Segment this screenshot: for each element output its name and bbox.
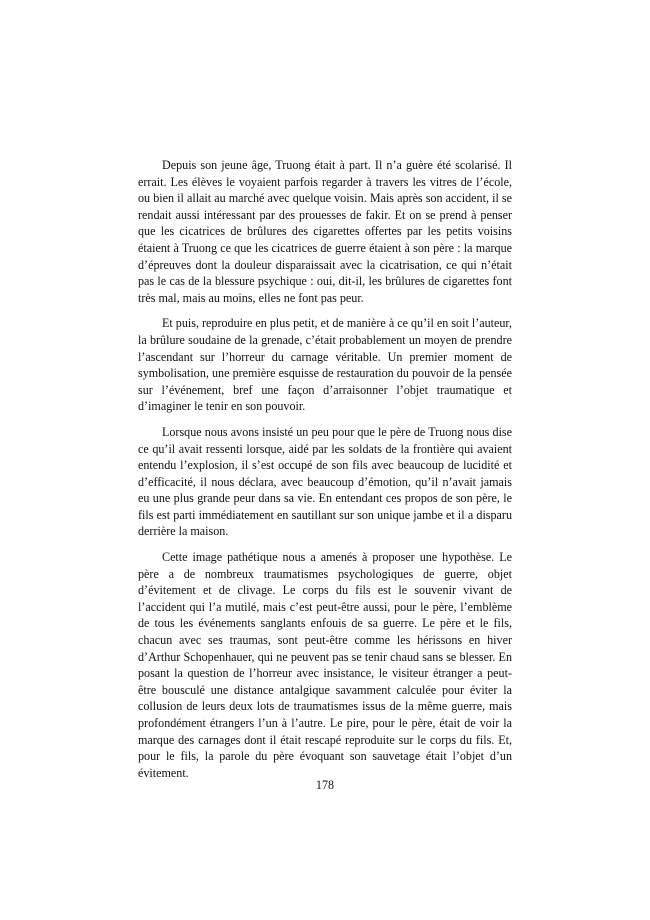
body-text [138,157,512,790]
page-number: 178 [315,778,335,792]
paragraph-2: Et puis, reproduire en plus petit, et de manière à ce qu’il en soit l’auteur, la brûlure soudaine de la grenade, c’était probablement un moyen de prendre l’ascendant sur l’horreur du carnage véritable. Un premier moment de symbolisation, une première esquisse de restauration du pouvoir de la pensée sur l’événement, bref une façon d’arraisonner l’objet traumatique et d’imaginer le tenir en son pouvoir. [138,316,512,414]
paragraph-3: Lorsque nous avons insisté un peu pour que le père de Truong nous dise ce qu’il avait ressenti lorsque, aidé par les soldats de la frontière qui avaient entendu l’explosion, il s’est occupé de son fils avec beaucoup de lucidité et d’efficacité, il nous déclara, avec beaucoup d’émotion, qu’il n’avait jamais eu une plus grande peur dans sa vie. En entendant ces propos de son père, le fils est parti immédiatement en sautillant sur son unique jambe et il a disparu derrière la maison. [138,424,512,539]
paragraph-1: Depuis son jeune âge, Truong était à part. Il n’a guère été scolarisé. Il errait. Les élèves le voyaient parfois regarder à travers les vitres de l’école, ou bien il allait au marché avec quelque voisin. Mais après son accident, il se rendait aussi intéressant par des prouesses de fakir. Et on se prend à penser que les cicatrices de brûlures des cigarettes offertes par les petits voisins étaient à Truong ce que les cicatrices de guerre étaient à son père : la marque d’épreuves dont la douleur disparaissait avec la cicatrisation, ce qui n’était pas le cas de la blessure psychique : oui, dit-il, les brûlures de cigarettes font très mal, mais au moins, elles ne font pas peur. [138,158,512,305]
paragraph-4: Cette image pathétique nous a amenés à proposer une hypothèse. Le père a de nombreux traumatismes psychologiques de guerre, objet d’évitement et de clivage. Le corps du fils est le souvenir vivant de l’accident qui l’a mutilé, mais c’est peut-être aussi, pour le père, l’emblème de tous les événements sanglants enfouis de sa guerre. Le père et le fils, chacun avec ses traumas, sont peut-être comme les hérissons en hiver d’Arthur Schopenhauer, qui ne peuvent pas se tenir chaud sans se blesser. En posant la question de l’horreur avec insistance, le visiteur étranger a peut-être bousculé une distance antalgique savamment calculée pour éviter la collusion de leurs deux lots de traumatismes issus de la même guerre, mais profondément étrangers l’un à l’autre. Le pire, pour le père, était de voir la marque des carnages dont il était rescapé reproduite sur le corps du fils. Et, pour le fils, la parole du père évoquant son sauvetage était l’objet d’un évitement. [138,550,512,780]
